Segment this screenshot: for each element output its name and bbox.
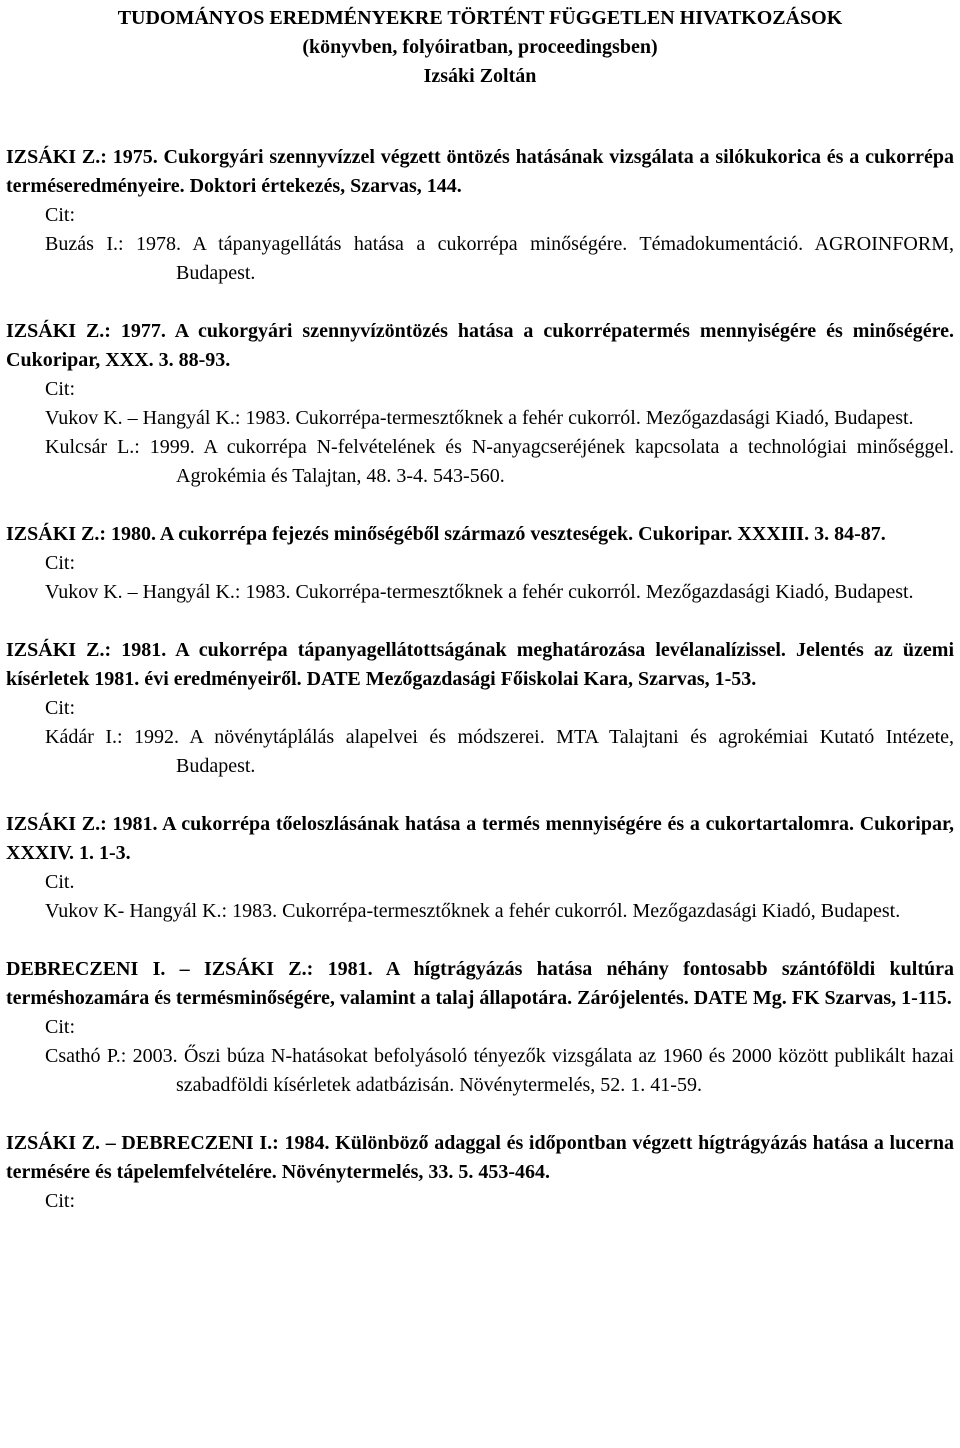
- publication-reference: DEBRECZENI I. – IZSÁKI Z.: 1981. A hígtrágyázás hatása néhány fontosabb szántóföldi kultúra terméshozamára és termésminőségére, valamint a talaj állapotára. Zárójelentés. DATE Mg. FK Szarvas, 1-115.: [6, 958, 954, 1009]
- citation-label: Cit:: [45, 1190, 76, 1212]
- page-title: TUDOMÁNYOS EREDMÉNYEKRE TÖRTÉNT FÜGGETLEN HIVATKOZÁSOK: [117, 7, 843, 29]
- publication-entry: [6, 317, 954, 491]
- citation-label: Cit:: [45, 697, 76, 719]
- publication-entry: [6, 810, 954, 926]
- author-name: Izsáki Zoltán: [423, 65, 537, 87]
- page-subtitle: (könyvben, folyóiratban, proceedingsben): [302, 36, 658, 58]
- document-page: [6, 4, 954, 1245]
- citation-label: Cit:: [45, 552, 76, 574]
- citation-label: Cit:: [45, 204, 76, 226]
- citing-reference: Kádár I.: 1992. A növénytáplálás alapelvei és módszerei. MTA Talajtani és agrokémiai Kutató Intézete, Budapest.: [45, 726, 954, 777]
- publication-reference: IZSÁKI Z.: 1977. A cukorgyári szennyvízöntözés hatása a cukorrépatermés mennyiségére és minőségére. Cukoripar, XXX. 3. 88-93.: [6, 320, 954, 371]
- citation-label: Cit:: [45, 378, 76, 400]
- publication-entry: [6, 143, 954, 288]
- citation-label: Cit:: [45, 1016, 76, 1038]
- citing-reference: Buzás I.: 1978. A tápanyagellátás hatása a cukorrépa minőségére. Témadokumentáció. AGROINFORM, Budapest.: [45, 233, 954, 284]
- publication-reference: IZSÁKI Z. – DEBRECZENI I.: 1984. Különböző adaggal és időpontban végzett hígtrágyázás hatása a lucerna termésére és tápelemfelvételére. Növénytermelés, 33. 5. 453-464.: [6, 1132, 954, 1183]
- document-header: [6, 4, 954, 91]
- citing-reference: Vukov K- Hangyál K.: 1983. Cukorrépa-termesztőknek a fehér cukorról. Mezőgazdasági Kiadó, Budapest.: [45, 900, 901, 922]
- publication-reference: IZSÁKI Z.: 1981. A cukorrépa tőeloszlásának hatása a termés mennyiségére és a cukortartalomra. Cukoripar, XXXIV. 1. 1-3.: [6, 813, 954, 864]
- publication-reference: IZSÁKI Z.: 1980. A cukorrépa fejezés minőségéből származó veszteségek. Cukoripar. XXXIII. 3. 84-87.: [6, 523, 886, 545]
- publication-entry: [6, 636, 954, 781]
- citing-reference: Vukov K. – Hangyál K.: 1983. Cukorrépa-termesztőknek a fehér cukorról. Mezőgazdasági Kiadó, Budapest.: [45, 407, 914, 429]
- citation-list: [6, 143, 954, 1216]
- publication-reference: IZSÁKI Z.: 1975. Cukorgyári szennyvízzel végzett öntözés hatásának vizsgálata a silókukorica és a cukorrépa terméseredményeire. Doktori értekezés, Szarvas, 144.: [6, 146, 954, 197]
- citation-label: Cit.: [45, 871, 75, 893]
- citing-reference: Kulcsár L.: 1999. A cukorrépa N-felvételének és N-anyagcseréjének kapcsolata a technológiai minőséggel. Agrokémia és Talajtan, 48. 3-4. 543-560.: [45, 436, 954, 487]
- publication-reference: IZSÁKI Z.: 1981. A cukorrépa tápanyagellátottságának meghatározása levélanalízissel. Jelentés az üzemi kísérletek 1981. évi eredményeiről. DATE Mezőgazdasági Főiskolai Kara, Szarvas, 1-53.: [6, 639, 954, 690]
- publication-entry: [6, 520, 954, 607]
- publication-entry: [6, 955, 954, 1100]
- publication-entry: [6, 1129, 954, 1216]
- citing-reference: Vukov K. – Hangyál K.: 1983. Cukorrépa-termesztőknek a fehér cukorról. Mezőgazdasági Kiadó, Budapest.: [45, 581, 914, 603]
- citing-reference: Csathó P.: 2003. Őszi búza N-hatásokat befolyásoló tényezők vizsgálata az 1960 és 2000 között publikált hazai szabadföldi kísérletek adatbázisán. Növénytermelés, 52. 1. 41-59.: [45, 1045, 954, 1096]
